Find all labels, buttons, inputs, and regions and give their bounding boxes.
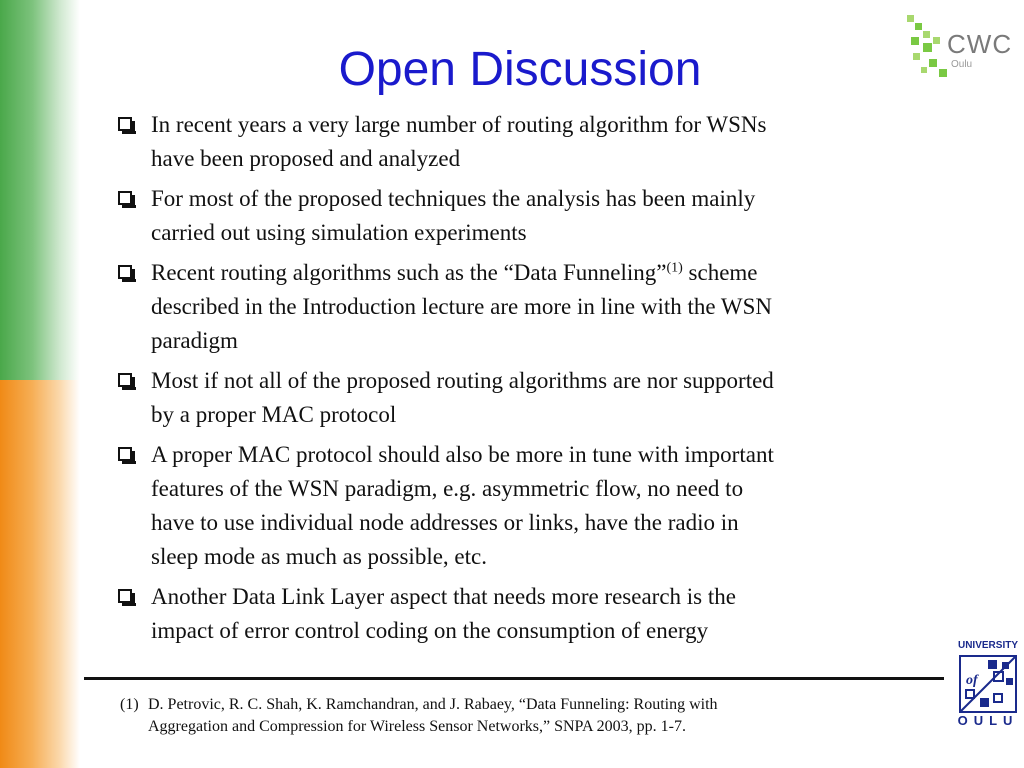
university-logo-top-text: UNIVERSITY: [957, 640, 1018, 651]
footnote-marker: (1): [120, 696, 139, 713]
bullet-line: Another Data Link Layer aspect that needs more research is the: [151, 584, 736, 609]
bullet-item: [118, 580, 938, 648]
slide-title: Open Discussion: [338, 43, 702, 96]
bullet-line: sleep mode as much as possible, etc.: [151, 544, 487, 569]
bullet-item: [118, 438, 938, 574]
checkbox-bullet-icon: [118, 589, 132, 603]
checkbox-bullet-icon: [118, 373, 132, 387]
bullet-line: scheme: [682, 260, 758, 285]
bullet-line: impact of error control coding on the consumption of energy: [151, 618, 709, 643]
bullet-line: have to use individual node addresses or links, have the radio in: [151, 510, 739, 535]
cwc-logo-text: CWC: [947, 29, 1013, 59]
checkbox-bullet-icon: [118, 191, 132, 205]
bullet-item: [118, 108, 938, 176]
bullet-line: For most of the proposed techniques the analysis has been mainly: [151, 186, 756, 211]
bullet-item: [118, 182, 938, 250]
university-crest-icon: [958, 654, 1018, 714]
checkbox-bullet-icon: [118, 447, 132, 461]
bullet-line: carried out using simulation experiments: [151, 220, 527, 245]
bullet-item: [118, 364, 938, 432]
bullet-line: Most if not all of the proposed routing algorithms are nor supported: [151, 368, 774, 393]
left-orange-band: [0, 380, 80, 768]
footnote-reference: [120, 694, 880, 738]
university-logo-of-text: of: [966, 673, 978, 688]
bullet-line: have been proposed and analyzed: [151, 146, 461, 171]
bullet-line: Recent routing algorithms such as the “Data Funneling”: [151, 260, 667, 285]
bullet-line: A proper MAC protocol should also be more in tune with important: [151, 442, 774, 467]
cwc-squares-icon: [905, 15, 949, 79]
bullet-line: In recent years a very large number of routing algorithm for WSNs: [151, 112, 767, 137]
bullet-line: paradigm: [151, 328, 238, 353]
cwc-logo: [905, 15, 1015, 85]
bullet-line: by a proper MAC protocol: [151, 402, 397, 427]
bullet-line: features of the WSN paradigm, e.g. asymmetric flow, no need to: [151, 476, 744, 501]
checkbox-bullet-icon: [118, 117, 132, 131]
cwc-logo-subtext: Oulu: [951, 59, 973, 70]
footnote-line: Aggregation and Compression for Wireless Sensor Networks,” SNPA 2003, pp. 1-7.: [148, 718, 686, 735]
checkbox-bullet-icon: [118, 265, 132, 279]
bullet-line: described in the Introduction lecture are more in line with the WSN: [151, 294, 773, 319]
footer-divider: [84, 677, 944, 680]
left-green-band: [0, 0, 80, 380]
bullet-list: [118, 108, 938, 654]
bullet-item: [118, 256, 938, 358]
university-of-oulu-logo: [955, 640, 1021, 730]
footnote-line: D. Petrovic, R. C. Shah, K. Ramchandran, and J. Rabaey, “Data Funneling: Routing with: [148, 696, 718, 713]
university-logo-bottom-text: OULU: [957, 713, 1019, 728]
citation-marker: (1): [666, 260, 683, 276]
